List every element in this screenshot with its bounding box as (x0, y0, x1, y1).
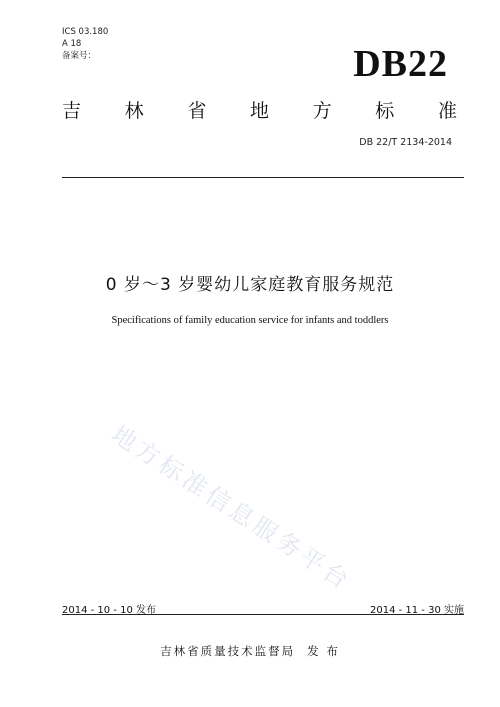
document-title-english: Specifications of family education service for infants and toddlers (111, 315, 389, 326)
standard-code: DB22 (353, 43, 448, 85)
standard-category-char: 吉 (62, 100, 82, 122)
standard-category-char: 方 (312, 100, 332, 122)
standard-category-title (62, 96, 457, 123)
issuer-name: 吉林省质量技术监督局 (160, 644, 296, 658)
top-divider (62, 177, 464, 178)
document-title-chinese: 0 岁～3 岁婴幼儿家庭教育服务规范 (105, 275, 395, 295)
standard-category-char: 准 (437, 100, 457, 122)
ics-code: ICS 03.180 (62, 27, 109, 37)
standard-category-char: 地 (249, 100, 269, 122)
issuer-action: 发 布 (307, 644, 340, 658)
standard-number: DB 22/T 2134-2014 (359, 137, 452, 148)
implementation-date: 2014 - 11 - 30 实施 (369, 605, 464, 616)
issuer-line (0, 643, 500, 659)
classification-code: A 18 (62, 39, 82, 49)
release-date: 2014 - 10 - 10 发布 (62, 605, 157, 616)
classification-block (62, 26, 108, 62)
standard-category-char: 省 (187, 100, 207, 122)
standard-category-char: 林 (124, 100, 144, 122)
watermark-text: 地方标准信息服务平台 (106, 420, 357, 597)
bottom-divider (62, 614, 464, 615)
record-number-label: 备案号： (62, 51, 97, 61)
standard-category-char: 标 (375, 100, 395, 122)
